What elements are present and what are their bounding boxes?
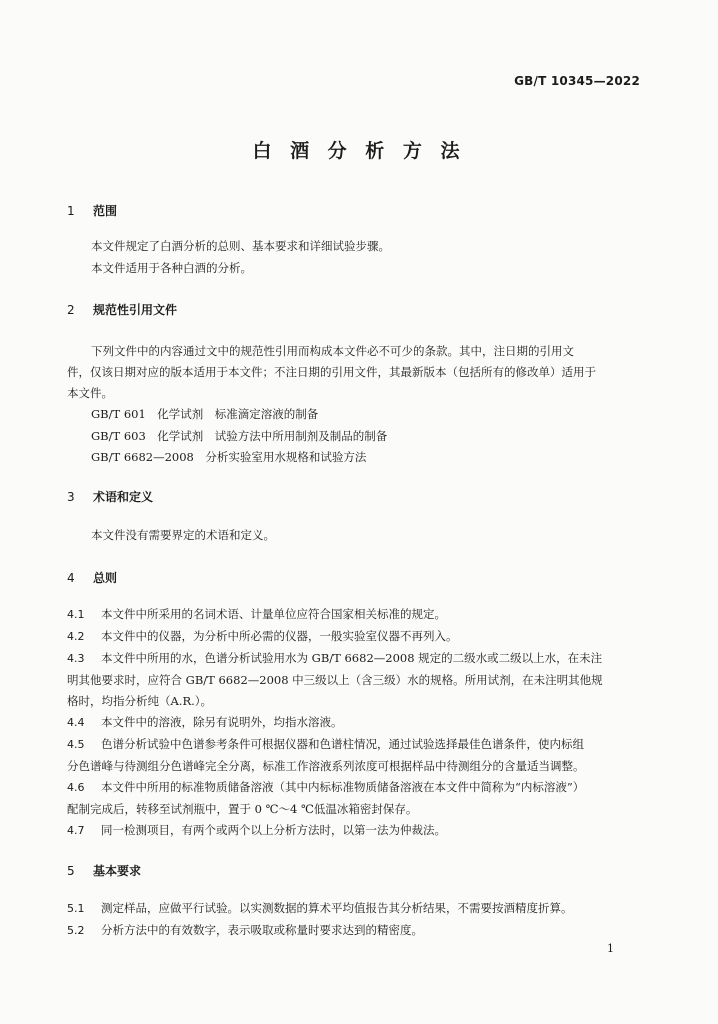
clause-number: 4.3 bbox=[67, 652, 85, 665]
section-title: 术语和定义 bbox=[93, 490, 154, 504]
reference-item: GB/T 6682—2008 分析实验室用水规格和试验方法 bbox=[91, 450, 367, 464]
clause-text: 分析方法中的有效数字，表示吸取或称量时要求达到的精密度。 bbox=[101, 923, 423, 937]
clause-4-5-continuation: 分色谱峰与待测组分色谱峰完全分离，标准工作溶液系列浓度可根据样品中待测组分的含量适当调整。 bbox=[67, 759, 585, 773]
paragraph: 本文件规定了白酒分析的总则、基本要求和详细试验步骤。 bbox=[91, 239, 390, 253]
clause-4-6-continuation: 配制完成后，转移至试剂瓶中，置于 0 ℃～4 ℃低温冰箱密封保存。 bbox=[67, 802, 418, 816]
clause-number: 5.1 bbox=[67, 902, 85, 915]
clause-text: 本文件中的仪器，为分析中所必需的仪器，一般实验室仪器不再列入。 bbox=[101, 629, 458, 643]
section-2-heading bbox=[67, 301, 177, 318]
clause-4-3 bbox=[67, 648, 602, 669]
paragraph-line: 下列文件中的内容通过文中的规范性引用而构成本文件必不可少的条款。其中，注日期的引用文 bbox=[91, 344, 574, 358]
section-title: 总则 bbox=[93, 571, 118, 585]
clause-4-7 bbox=[67, 820, 446, 841]
clause-4-4 bbox=[67, 712, 343, 733]
clause-5-1 bbox=[67, 898, 573, 919]
clause-text: 色谱分析试验中色谱参考条件可根据仪器和色谱柱情况，通过试验选择最佳色谱条件，使内标组 bbox=[101, 737, 584, 751]
clause-4-6 bbox=[67, 777, 584, 798]
clause-text: 本文件中所用的水，色谱分析试验用水为 GB/T 6682—2008 规定的二级水或二级以上水，在未注 bbox=[101, 651, 603, 665]
paragraph-line: 件，仅该日期对应的版本适用于本文件；不注日期的引用文件，其最新版本（包括所有的修改单）适用于 bbox=[67, 365, 596, 379]
section-number: 3 bbox=[67, 490, 75, 504]
clause-number: 4.7 bbox=[67, 824, 85, 837]
clause-text: 同一检测项目，有两个或两个以上分析方法时，以第一法为仲裁法。 bbox=[101, 823, 446, 837]
section-5-heading bbox=[67, 862, 141, 879]
clause-4-5 bbox=[67, 734, 584, 755]
clause-4-1 bbox=[67, 604, 446, 625]
clause-number: 4.1 bbox=[67, 608, 85, 621]
section-number: 2 bbox=[67, 303, 75, 317]
section-number: 5 bbox=[67, 864, 75, 878]
clause-4-2 bbox=[67, 626, 458, 647]
clause-4-3-continuation: 格时，均指分析纯（A.R.）。 bbox=[67, 694, 213, 708]
clause-text: 本文件中所采用的名词术语、计量单位应符合国家相关标准的规定。 bbox=[101, 607, 446, 621]
reference-item: GB/T 601 化学试剂 标准滴定溶液的制备 bbox=[91, 407, 319, 421]
clause-5-2 bbox=[67, 920, 423, 941]
page-number: 1 bbox=[607, 942, 614, 955]
section-number: 1 bbox=[67, 204, 75, 218]
standard-code: GB/T 10345—2022 bbox=[514, 74, 640, 88]
clause-number: 4.6 bbox=[67, 781, 85, 794]
clause-number: 4.5 bbox=[67, 738, 85, 751]
clause-text: 测定样品，应做平行试验。以实测数据的算术平均值报告其分析结果，不需要按酒精度折算。 bbox=[101, 901, 573, 915]
reference-item: GB/T 603 化学试剂 试验方法中所用制剂及制品的制备 bbox=[91, 429, 388, 443]
document-title: 白 酒 分 析 方 法 bbox=[252, 140, 466, 162]
section-title: 基本要求 bbox=[93, 864, 142, 878]
section-title: 范围 bbox=[93, 204, 118, 218]
clause-4-3-continuation: 明其他要求时，应符合 GB/T 6682—2008 中三级以上（含三级）水的规格。所用试剂，在未注明其他规 bbox=[67, 673, 603, 687]
clause-number: 4.2 bbox=[67, 630, 85, 643]
clause-text: 本文件中所用的标准物质储备溶液（其中内标标准物质储备溶液在本文件中简称为“内标溶液”） bbox=[101, 780, 585, 794]
section-number: 4 bbox=[67, 571, 75, 585]
section-4-heading bbox=[67, 569, 117, 586]
paragraph: 本文件没有需要界定的术语和定义。 bbox=[91, 528, 275, 542]
clause-text: 本文件中的溶液，除另有说明外，均指水溶液。 bbox=[101, 715, 343, 729]
clause-number: 4.4 bbox=[67, 716, 85, 729]
section-1-heading bbox=[67, 202, 117, 219]
section-title: 规范性引用文件 bbox=[93, 303, 178, 317]
paragraph-line: 本文件。 bbox=[67, 386, 113, 400]
paragraph: 本文件适用于各种白酒的分析。 bbox=[91, 261, 252, 275]
clause-number: 5.2 bbox=[67, 924, 85, 937]
section-3-heading bbox=[67, 488, 153, 505]
